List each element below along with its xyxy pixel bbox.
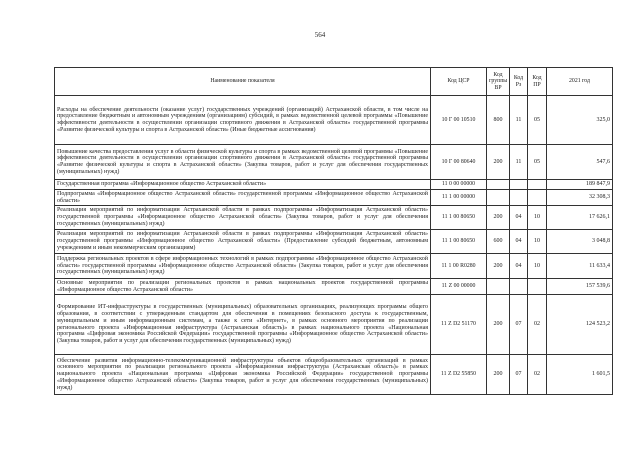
table-row bbox=[55, 145, 613, 180]
table-row bbox=[55, 254, 613, 279]
row-vr: 200 bbox=[487, 145, 510, 180]
table-row bbox=[55, 355, 613, 395]
row-vr: 600 bbox=[487, 230, 510, 254]
table-row bbox=[55, 206, 613, 230]
table-row bbox=[55, 279, 613, 295]
header-vr: Код группы ВР bbox=[487, 68, 510, 96]
row-pr: 05 bbox=[528, 145, 547, 180]
row-vr: 800 bbox=[487, 96, 510, 145]
row-name: Подпрограмма «Информационное общество Астраханской области» государственной программы «Информационное общество Астраханской области» bbox=[55, 190, 431, 206]
row-pr: 05 bbox=[528, 96, 547, 145]
row-csr: 11 1 00 80650 bbox=[431, 230, 487, 254]
row-amount: 157 539,6 bbox=[547, 279, 613, 295]
row-amount: 1 601,5 bbox=[547, 355, 613, 395]
table-row bbox=[55, 180, 613, 190]
header-year: 2021 год bbox=[547, 68, 613, 96]
header-name: Наименование показателя bbox=[55, 68, 431, 96]
row-pr bbox=[528, 279, 547, 295]
row-vr bbox=[487, 180, 510, 190]
row-name: Основные мероприятия по реализации региональных проектов в рамках национальных проектов государственной программы «Информационное общество Астраханской области» bbox=[55, 279, 431, 295]
row-vr: 200 bbox=[487, 254, 510, 279]
row-rz: 04 bbox=[510, 206, 528, 230]
row-vr bbox=[487, 279, 510, 295]
table-header-row bbox=[55, 68, 613, 96]
row-vr: 200 bbox=[487, 295, 510, 355]
row-csr: 11 1 00 00000 bbox=[431, 190, 487, 206]
row-amount: 3 048,8 bbox=[547, 230, 613, 254]
row-rz: 11 bbox=[510, 145, 528, 180]
row-rz: 11 bbox=[510, 96, 528, 145]
table-row bbox=[55, 295, 613, 355]
row-name: Реализация мероприятий по информатизации Астраханской области в рамках подпрограммы «Информатизация Астраханской области» государственной программы «Информационное общество Астраханской области» (Закупка товаров, работ и услуг для обеспечения государственных (муниципальных) нужд) bbox=[55, 206, 431, 230]
row-pr bbox=[528, 190, 547, 206]
row-rz bbox=[510, 190, 528, 206]
row-csr: 11 Z D2 55850 bbox=[431, 355, 487, 395]
row-amount: 17 626,1 bbox=[547, 206, 613, 230]
table-row bbox=[55, 96, 613, 145]
header-csr: Код ЦСР bbox=[431, 68, 487, 96]
row-csr: 11 Z 00 00000 bbox=[431, 279, 487, 295]
row-rz bbox=[510, 180, 528, 190]
row-csr: 11 0 00 00000 bbox=[431, 180, 487, 190]
row-vr: 200 bbox=[487, 206, 510, 230]
row-csr: 10 Г 00 10510 bbox=[431, 96, 487, 145]
header-rz: Код Рз bbox=[510, 68, 528, 96]
row-pr: 02 bbox=[528, 295, 547, 355]
row-name: Поддержка региональных проектов в сфере информационных технологий в рамках подпрограммы «Информационное общество Астраханской области» государственной программы «Информационное общество Астраханской области» (Закупка товаров, работ и услуг для обеспечения государственных (муниципальных) нужд) bbox=[55, 254, 431, 279]
row-amount: 189 847,9 bbox=[547, 180, 613, 190]
row-amount: 325,0 bbox=[547, 96, 613, 145]
row-rz: 07 bbox=[510, 295, 528, 355]
row-rz: 07 bbox=[510, 355, 528, 395]
row-name: Обеспечение развития информационно-телекоммуникационной инфраструктуры объектов общеобразовательных организаций в рамках основного мероприятия по реализации регионального проекта «Информационная инфраструктура (Астраханская область)» в рамках национального проекта «Национальная программа «Цифровая экономика Российской Федерации» государственной программы «Информационное общество Астраханской области» (Закупка товаров, работ и услуг для обеспечения государственных (муниципальных) нужд) bbox=[55, 355, 431, 395]
row-name: Повышение качества предоставления услуг в области физической культуры и спорта в рамках ведомственной целевой программы «Повышение эффективности деятельности в осуществлении организации спортивного движения в Астраханской области» государственной программы «Развитие физической культуры и спорта в Астраханской области» (Закупка товаров, работ и услуг для обеспечения государственных (муниципальных) нужд) bbox=[55, 145, 431, 180]
row-csr: 11 1 00 80650 bbox=[431, 206, 487, 230]
row-csr: 11 Z D2 51170 bbox=[431, 295, 487, 355]
row-amount: 32 308,3 bbox=[547, 190, 613, 206]
row-name: Реализация мероприятий по информатизации Астраханской области в рамках подпрограммы «Информатизация Астраханской области» государственной программы «Информационное общество Астраханской области» (Предоставление субсидий бюджетным, автономным учреждениям и иным некоммерческим организациям) bbox=[55, 230, 431, 254]
row-amount: 11 633,4 bbox=[547, 254, 613, 279]
page-number: 564 bbox=[314, 31, 326, 39]
row-amount: 547,6 bbox=[547, 145, 613, 180]
row-pr: 02 bbox=[528, 355, 547, 395]
row-csr: 10 Г 00 80640 bbox=[431, 145, 487, 180]
row-pr: 10 bbox=[528, 206, 547, 230]
row-amount: 124 523,2 bbox=[547, 295, 613, 355]
row-name: Расходы на обеспечение деятельности (оказание услуг) государственных учреждений (организаций) Астраханской области, в том числе на предоставление бюджетным и автономным учреждениям (организациям) субсидий, в рамках ведомственной целевой программы «Повышение эффективности деятельности в осуществлении организации спортивного движения в Астраханской области» государственной программы «Развитие физической культуры и спорта в Астраханской области» (Иные бюджетные ассигнования) bbox=[55, 96, 431, 145]
row-name: Государственная программа «Информационное общество Астраханской области» bbox=[55, 180, 431, 190]
row-pr bbox=[528, 180, 547, 190]
row-pr: 10 bbox=[528, 230, 547, 254]
table-row bbox=[55, 190, 613, 206]
row-rz bbox=[510, 279, 528, 295]
row-name: Формирование ИТ-инфраструктуры в государственных (муниципальных) образовательных организациях, реализующих программы общего образования, в соответствии с утвержденным стандартом для обеспечения в помещениях безопасного доступа к государственным, муниципальным и иным информационным системам, а также к сети «Интернет», в рамках основного мероприятия по реализации регионального проекта «Информационная инфраструктура (Астраханская область)» в рамках национального проекта «Национальная программа «Цифровая экономика Российской Федерации» государственной программы «Информационное общество Астраханской области» (Закупка товаров, работ и услуг для обеспечения государственных (муниципальных) нужд) bbox=[55, 295, 431, 355]
row-vr: 200 bbox=[487, 355, 510, 395]
row-rz: 04 bbox=[510, 254, 528, 279]
row-vr bbox=[487, 190, 510, 206]
row-rz: 04 bbox=[510, 230, 528, 254]
table-row bbox=[55, 230, 613, 254]
row-csr: 11 1 00 R0280 bbox=[431, 254, 487, 279]
row-pr: 10 bbox=[528, 254, 547, 279]
header-pr: Код ПР bbox=[528, 68, 547, 96]
budget-table bbox=[54, 67, 613, 395]
